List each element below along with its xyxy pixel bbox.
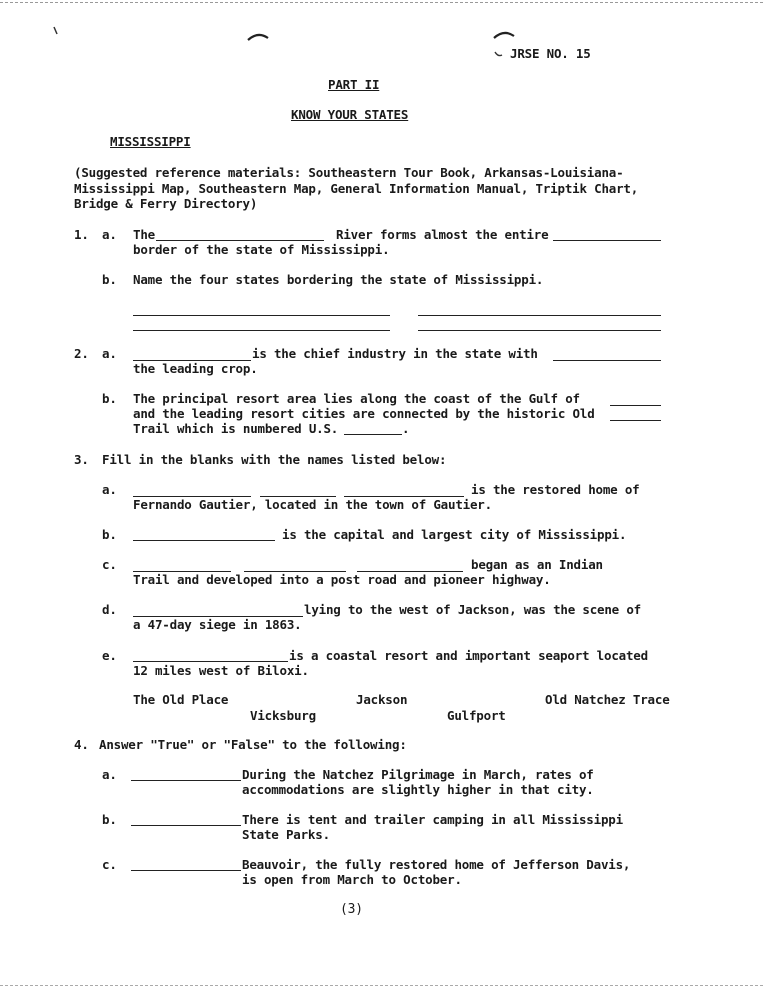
partial-letter-mark-icon bbox=[494, 50, 508, 58]
q1a-line-2: border of the state of Mississippi. bbox=[133, 242, 390, 257]
course-number: JRSE NO. 15 bbox=[510, 46, 591, 61]
q2a-label: a. bbox=[102, 346, 117, 361]
q4b-answer-blank[interactable] bbox=[131, 825, 241, 826]
name-option-jackson: Jackson bbox=[356, 692, 408, 707]
q3a-label: a. bbox=[102, 482, 117, 497]
q1b-label: b. bbox=[102, 272, 117, 287]
part-heading: PART II bbox=[328, 77, 380, 92]
name-option-old-place: The Old Place bbox=[133, 692, 229, 707]
q3e-line-2: 12 miles west of Biloxi. bbox=[133, 663, 309, 678]
q1a-blank-border[interactable] bbox=[553, 240, 661, 241]
page-number: (3) bbox=[340, 902, 363, 917]
q3b-blank[interactable] bbox=[133, 540, 275, 541]
q3e-text: is a coastal resort and important seaport located bbox=[289, 648, 648, 663]
q2b-label: b. bbox=[102, 391, 117, 406]
bottom-edge-rule bbox=[0, 985, 763, 986]
q4a-line-2: accommodations are slightly higher in that city. bbox=[242, 782, 594, 797]
q1b-text: Name the four states bordering the state of Mississippi. bbox=[133, 272, 544, 287]
q3d-label: d. bbox=[102, 602, 117, 617]
q3a-text: is the restored home of bbox=[471, 482, 640, 497]
q3e-blank[interactable] bbox=[133, 661, 288, 662]
q1b-blank-state-2[interactable] bbox=[418, 315, 661, 316]
q1a-label: a. bbox=[102, 227, 117, 242]
q4c-label: c. bbox=[102, 857, 117, 872]
q1b-blank-state-3[interactable] bbox=[133, 330, 390, 331]
q4-intro: Answer "True" or "False" to the following: bbox=[99, 737, 407, 752]
q4b-line-1: There is tent and trailer camping in all Mississippi bbox=[242, 812, 623, 827]
q3c-label: c. bbox=[102, 557, 117, 572]
q4b-label: b. bbox=[102, 812, 117, 827]
q4c-line-2: is open from March to October. bbox=[242, 872, 462, 887]
q3e-label: e. bbox=[102, 648, 117, 663]
q2b-blank-trail[interactable] bbox=[610, 420, 661, 421]
q2-number: 2. bbox=[74, 346, 89, 361]
name-option-vicksburg: Vicksburg bbox=[250, 708, 316, 723]
q4a-line-1: During the Natchez Pilgrimage in March, rates of bbox=[242, 767, 594, 782]
q4c-answer-blank[interactable] bbox=[131, 870, 241, 871]
q4a-answer-blank[interactable] bbox=[131, 780, 241, 781]
q3-intro: Fill in the blanks with the names listed below: bbox=[102, 452, 447, 467]
q3b-text: is the capital and largest city of Mississippi. bbox=[282, 527, 627, 542]
page-title: KNOW YOUR STATES bbox=[291, 107, 409, 122]
q2b-blank-gulf[interactable] bbox=[610, 405, 661, 406]
q2a-line-2: the leading crop. bbox=[133, 361, 258, 376]
q3-number: 3. bbox=[74, 452, 89, 467]
q4a-label: a. bbox=[102, 767, 117, 782]
q1a-text-mid: River forms almost the entire bbox=[336, 227, 549, 242]
q1b-blank-state-1[interactable] bbox=[133, 315, 390, 316]
top-edge-rule bbox=[0, 2, 763, 3]
q1b-blank-state-4[interactable] bbox=[418, 330, 661, 331]
name-option-gulfport: Gulfport bbox=[447, 708, 506, 723]
reference-line-2: Mississippi Map, Southeastern Map, General Information Manual, Triptik Chart, bbox=[74, 181, 639, 196]
q4-number: 4. bbox=[74, 737, 89, 752]
q2b-line-3: Trail which is numbered U.S. bbox=[133, 421, 339, 436]
q2a-blank-crop[interactable] bbox=[553, 360, 661, 361]
q4b-line-2: State Parks. bbox=[242, 827, 330, 842]
q3a-line-2: Fernando Gautier, located in the town of Gautier. bbox=[133, 497, 492, 512]
hole-punch-arc-icon-2 bbox=[492, 29, 516, 39]
q3c-text: began as an Indian bbox=[471, 557, 603, 572]
reference-line-1: (Suggested reference materials: Southeastern Tour Book, Arkansas-Louisiana- bbox=[74, 165, 624, 180]
q2b-line-2: and the leading resort cities are connected by the historic Old bbox=[133, 406, 595, 421]
q3b-label: b. bbox=[102, 527, 117, 542]
q3d-line-2: a 47-day siege in 1863. bbox=[133, 617, 302, 632]
q2b-line-1: The principal resort area lies along the coast of the Gulf of bbox=[133, 391, 580, 406]
q4c-line-1: Beauvoir, the fully restored home of Jefferson Davis, bbox=[242, 857, 631, 872]
q1-number: 1. bbox=[74, 227, 89, 242]
hole-punch-arc-icon bbox=[246, 31, 270, 41]
q2a-text: is the chief industry in the state with bbox=[252, 346, 538, 361]
name-option-natchez-trace: Old Natchez Trace bbox=[545, 692, 670, 707]
q2b-blank-route[interactable] bbox=[344, 434, 402, 435]
scan-mark-icon bbox=[52, 26, 60, 36]
q3c-line-2: Trail and developed into a post road and pioneer highway. bbox=[133, 572, 551, 587]
state-heading: MISSISSIPPI bbox=[110, 134, 191, 149]
q1a-text-start: The bbox=[133, 227, 155, 242]
q3d-text: lying to the west of Jackson, was the scene of bbox=[304, 602, 641, 617]
q2b-line-3-period: . bbox=[402, 421, 410, 436]
reference-line-3: Bridge & Ferry Directory) bbox=[74, 196, 258, 211]
q1a-blank-river[interactable] bbox=[156, 240, 324, 241]
